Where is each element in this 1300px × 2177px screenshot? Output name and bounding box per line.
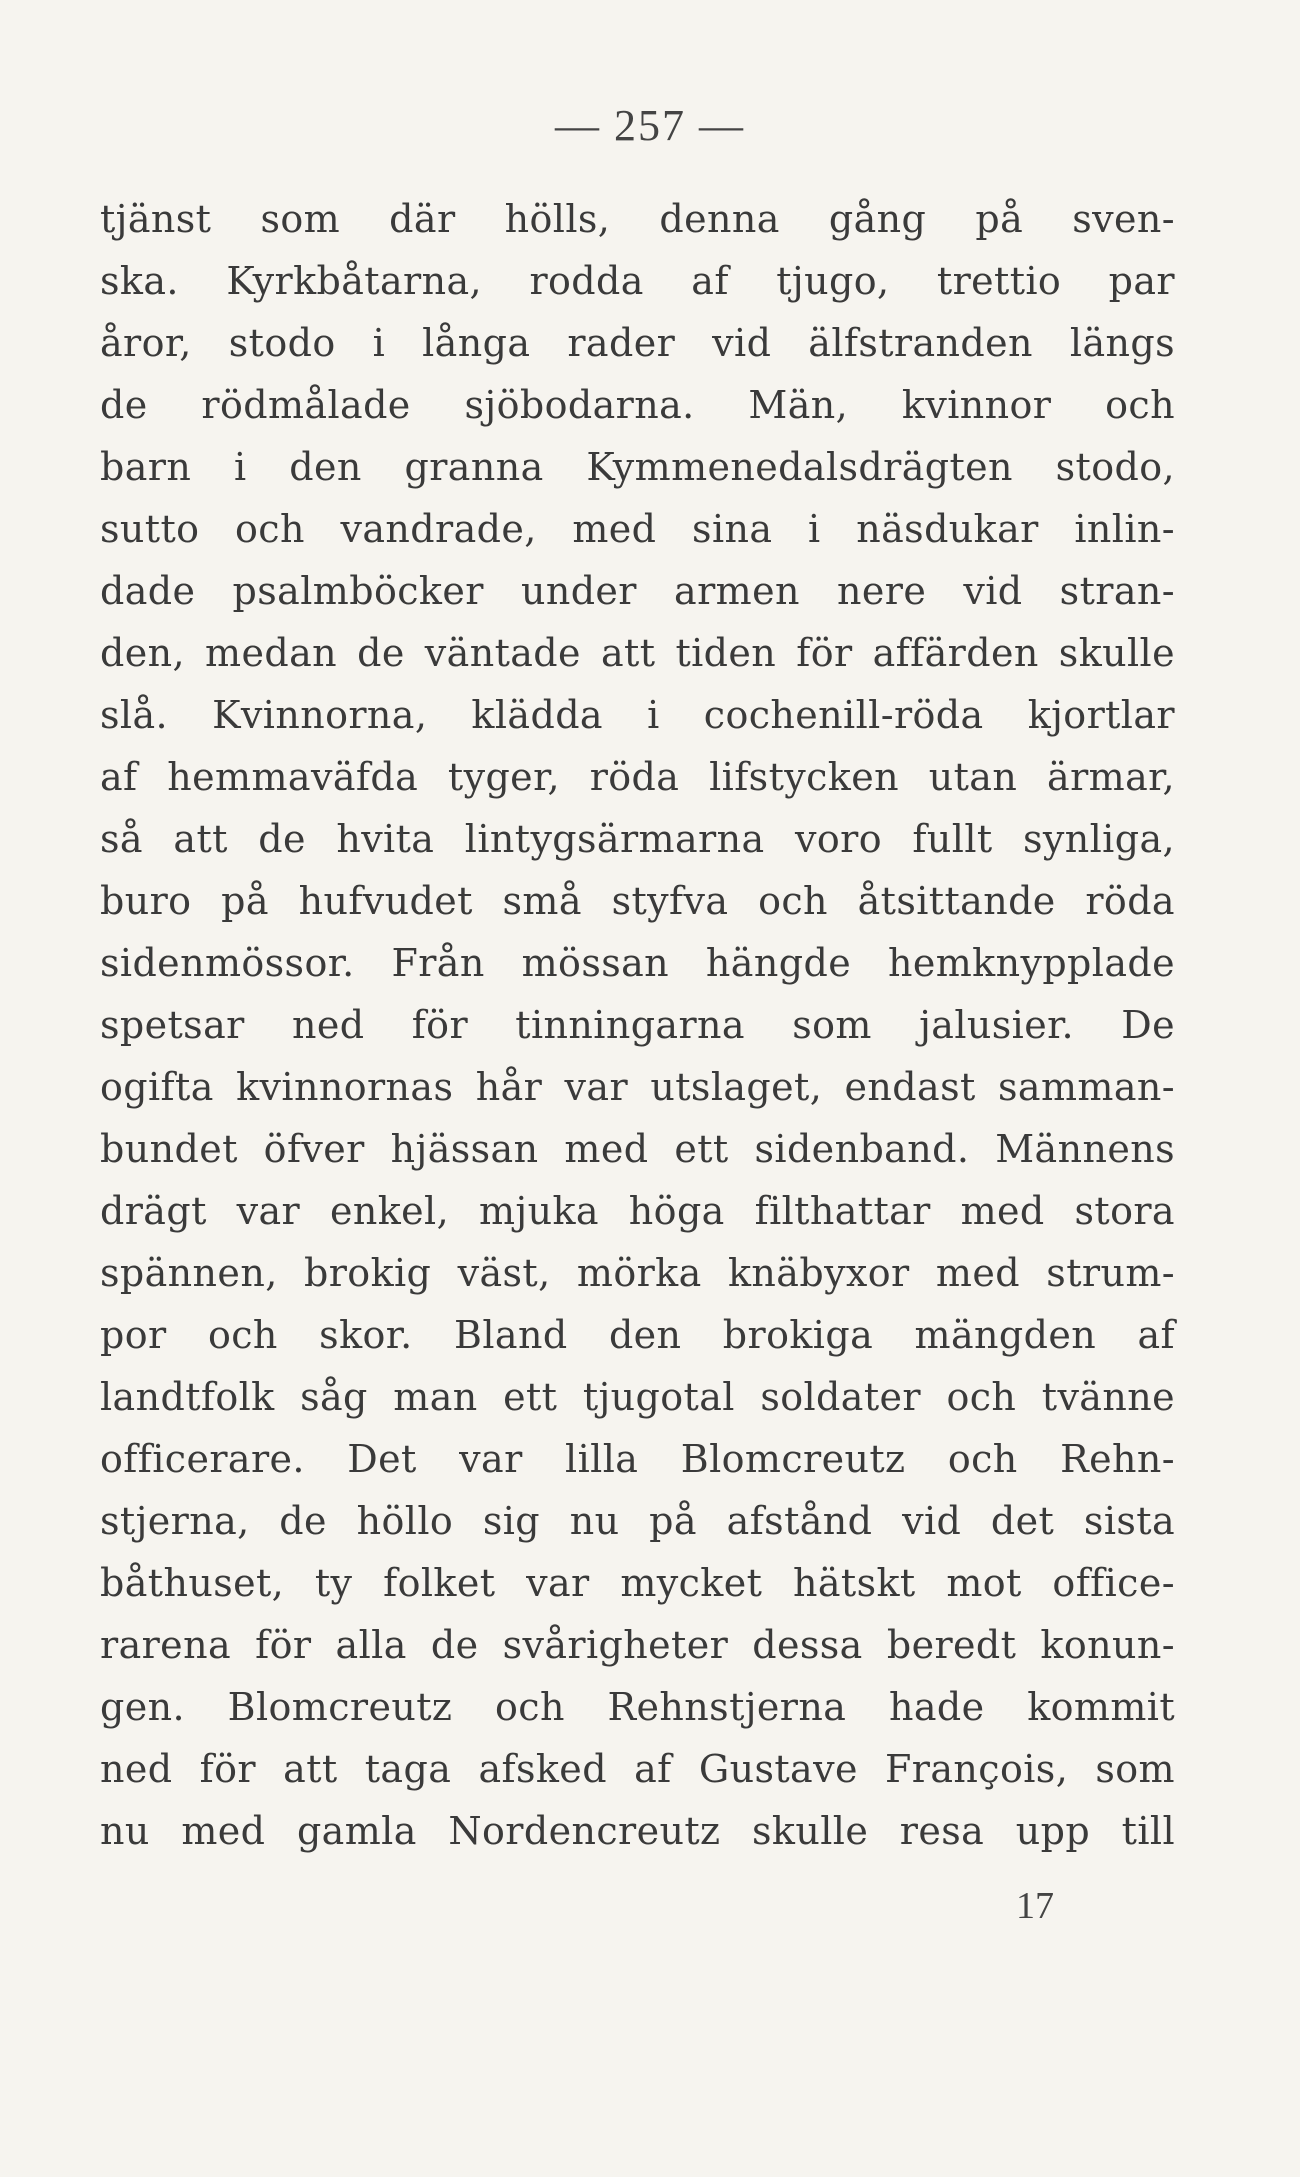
- text-line: gen. Blomcreutz och Rehnstjerna hade kommit: [100, 1685, 1175, 1729]
- text-line: de rödmålade sjöbodarna. Män, kvinnor och: [100, 383, 1175, 427]
- text-line: spännen, brokig väst, mörka knäbyxor med strum-: [100, 1251, 1175, 1295]
- text-line: rarena för alla de svårigheter dessa beredt konun-: [100, 1623, 1175, 1667]
- text-line: landtfolk såg man ett tjugotal soldater och tvänne: [100, 1375, 1175, 1419]
- text-line: båthuset, ty folket var mycket hätskt mot office-: [100, 1561, 1175, 1605]
- text-line: åror, stodo i långa rader vid älfstranden längs: [100, 321, 1175, 365]
- text-line: af hemmaväfda tyger, röda lifstycken utan ärmar,: [100, 755, 1175, 799]
- text-line: ned för att taga afsked af Gustave François, som: [100, 1747, 1175, 1791]
- text-line: spetsar ned för tinningarna som jalusier. De: [100, 1003, 1175, 1047]
- signature-mark: 17: [1016, 1885, 1054, 1927]
- page-number: — 257 —: [555, 101, 745, 150]
- text-line: barn i den granna Kymmenedalsdrägten stodo,: [100, 445, 1175, 489]
- text-line: dade psalmböcker under armen nere vid stran-: [100, 569, 1175, 613]
- text-line: nu med gamla Nordencreutz skulle resa upp till: [100, 1809, 1175, 1853]
- text-line: buro på hufvudet små styfva och åtsittande röda: [100, 879, 1175, 923]
- text-line: bundet öfver hjässan med ett sidenband. Männens: [100, 1127, 1175, 1171]
- text-line: så att de hvita lintygsärmarna voro fullt synliga,: [100, 817, 1175, 861]
- text-line: ogifta kvinnornas hår var utslaget, endast samman-: [100, 1065, 1175, 1109]
- body-text: [100, 188, 1175, 1862]
- text-line: officerare. Det var lilla Blomcreutz och Rehn-: [100, 1437, 1175, 1481]
- text-line: drägt var enkel, mjuka höga filthattar med stora: [100, 1189, 1175, 1233]
- text-line: den, medan de väntade att tiden för affärden skulle: [100, 631, 1175, 675]
- text-line: sutto och vandrade, med sina i näsdukar inlin-: [100, 507, 1175, 551]
- text-line: slå. Kvinnorna, klädda i cochenill-röda kjortlar: [100, 693, 1175, 737]
- text-line: por och skor. Bland den brokiga mängden af: [100, 1313, 1175, 1357]
- text-line: sidenmössor. Från mössan hängde hemknypplade: [100, 941, 1175, 985]
- text-line: stjerna, de höllo sig nu på afstånd vid det sista: [100, 1499, 1175, 1543]
- text-line: tjänst som där hölls, denna gång på sven-: [100, 197, 1175, 241]
- text-line: ska. Kyrkbåtarna, rodda af tjugo, trettio par: [100, 259, 1175, 303]
